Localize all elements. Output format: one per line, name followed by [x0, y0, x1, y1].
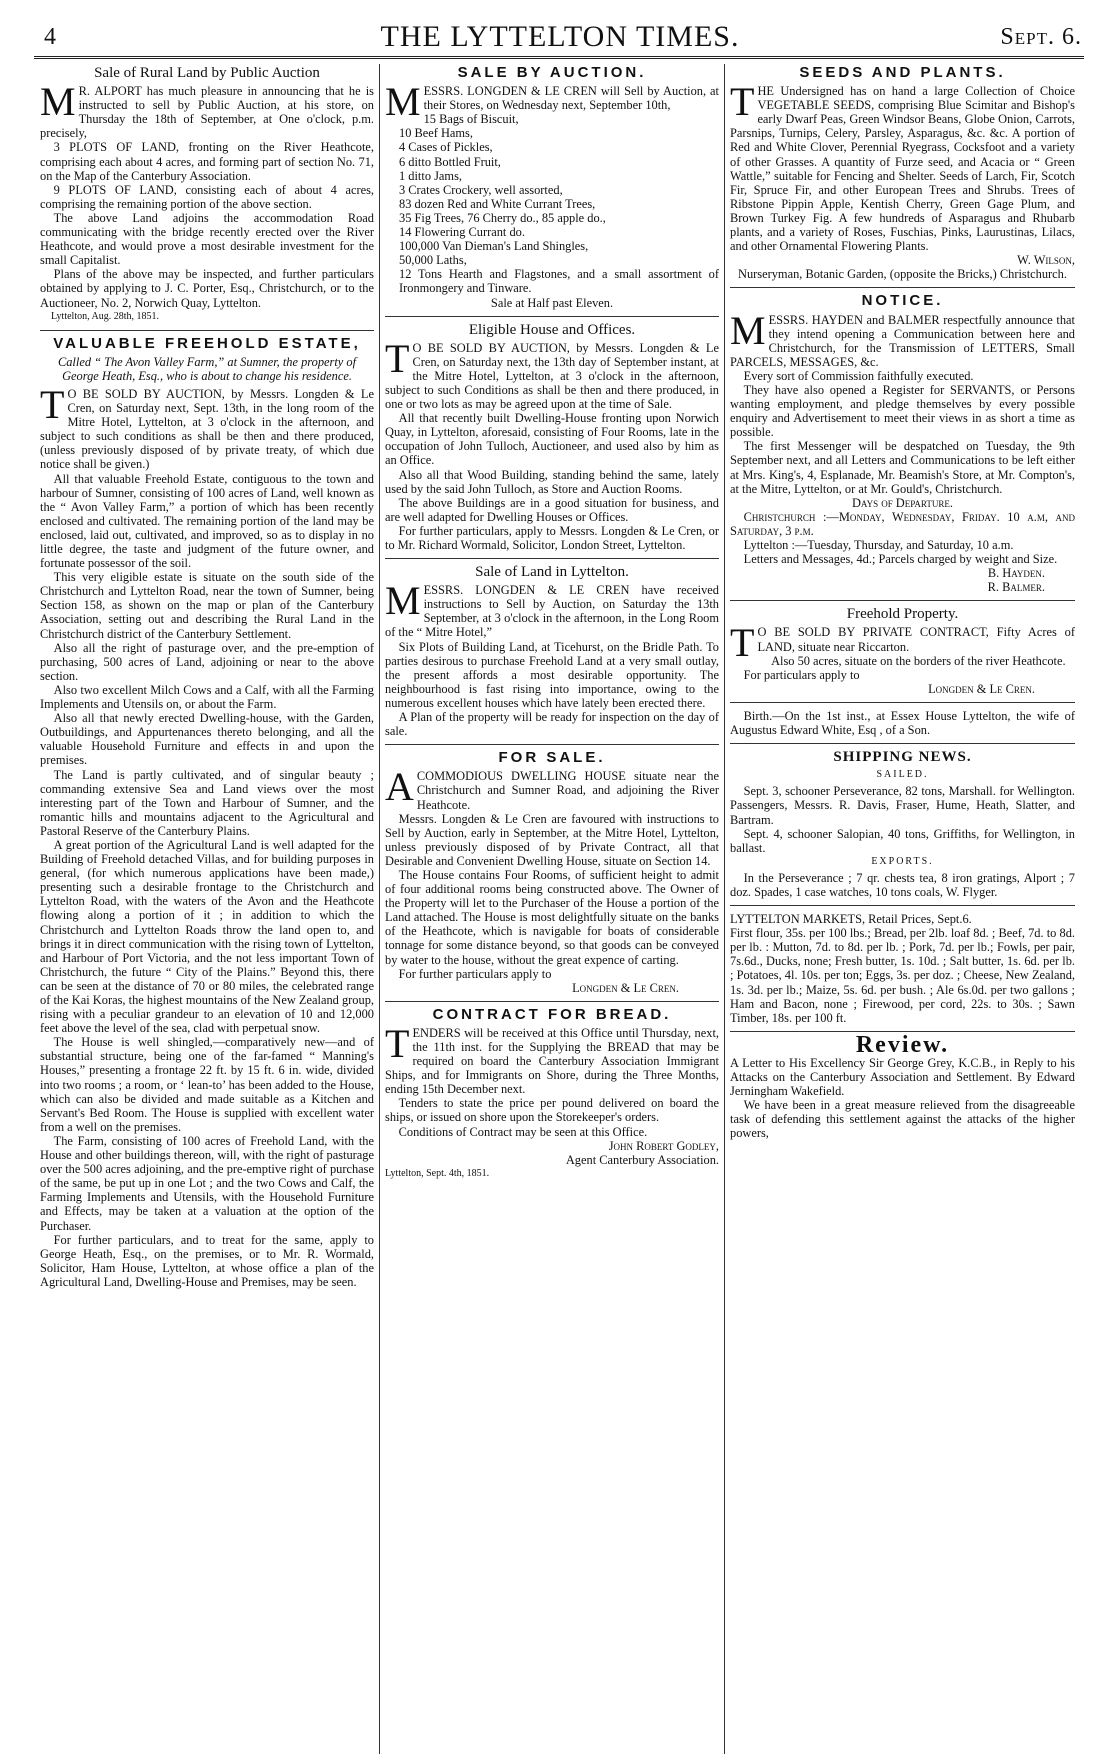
ad-title: VALUABLE FREEHOLD ESTATE, [53, 334, 361, 352]
ad-text: ENDERS will be received at this Office until Thursday, next, the 11th inst. for the Supplying the BREAD that may be required on board the Canterbury Association Immigrant Ships, and for Immigrants on Shore, during the Three Months, ending 15th December next. [385, 1025, 719, 1097]
ad-separator [730, 600, 1075, 601]
ad-title: Sale of Rural Land by Public Auction [94, 65, 320, 81]
ad-closing: Sale at Half past Eleven. [490, 295, 614, 310]
column-divider [379, 64, 380, 1754]
ad-text: For further particulars, and to treat for the same, apply to George Heath, Esq., on the premises, or to Mr. R. Wormald, Solicitor, Ham House, Lyttelton, at whose office a plan of the Agricultural Land, Dwelling-House and Premises, may be seen. [40, 1232, 374, 1289]
ad-text: HE Undersigned has on hand a large Collection of Choice VEGETABLE SEEDS, comprising Blue Scimitar and Bishop's early Dwarf Peas, Green Windsor Beans, Globe Onion, Carrots, Parsnips, Turnips, Celery, Parsley, Asparagus, &c. &c. A portion of Red and White Clover, Perennial Ryegrass, Cocksfoot and a variety of other Grasses. A quantity of Furze seed, and Acacia or “ Green Wattle,” suitable for Fencing and Shelter. Seeds of Larch, Fir, Scotch Fir, Spruce Fir, and other European Trees and Shrubs. Trees of Ribstone Pippin Apple, Kentish Cherry, Green Gage Plum, and Brown Turkey Fig. A few hundreds of Asparagus and Rhubarb plants, and a variety of Roses, Fuschias, Pinks, Laurustinas, Lilacs, and other Ornamental Flowering Plants. [730, 84, 1075, 254]
ad-text: In the Perseverance ; 7 qr. chests tea, 8 iron gratings, Alport ; 7 doz. Spades, 1 case watches, 10 tons coals, W. Flyger. [730, 870, 1075, 899]
ad-text: R. ALPORT has much pleasure in announcing that he is instructed to sell by Public Auction, at his store, on Thursday the 18th of September, at One o'clock, p.m. precisely, [40, 84, 374, 141]
ad-signature: Longden & Le Cren. [928, 681, 1035, 696]
ad-text: Also all the right of pasturage over, and the pre-emption of purchasing, 500 acres of Land, adjoining or near to the above section. [40, 640, 374, 683]
ad-text: A Plan of the property will be ready for inspection on the day of sale. [385, 710, 719, 739]
ad-separator [385, 744, 719, 745]
drop-cap: T [730, 620, 755, 666]
column-2 [385, 64, 719, 1754]
ad-rural-land [40, 66, 374, 324]
ad-separator [730, 905, 1075, 906]
ad-title: CONTRACT FOR BREAD. [432, 1005, 672, 1023]
page-number: 4 [44, 24, 56, 50]
column-3 [730, 64, 1075, 1754]
ad-signature: John Robert Godley, [608, 1138, 719, 1153]
ad-text: For further particulars, apply to Messrs. Longden & Le Cren, or to Mr. Richard Wormald, Solicitor, London Street, Lyttelton. [385, 523, 719, 552]
ad-text: First flour, 35s. per 100 lbs.; Bread, per 2lb. loaf 8d. ; Beef, 7d. to 8d. per lb. : Mutton, 7d. to 8d. per lb. ; Pork, 7d. per lb.; Fowls, per pair, 7s.6d., Ducks, none; Fresh butter, 1s. 10d. ; Salt butter, 1s. 6d. per lb. ; Potatoes, 4l. 10s. per ton; Eggs, 3s. per doz. ; Cheese, New Zealand, 1s. 3d. per lb.; Maize, 5s. 6d. per bush. ; Ale 6s.0d. per two gallons ; Ham and Bacon, none ; Firewood, per cord, 22s. to 30s. ; Sawn Timber, 18s. per 100 ft. [730, 926, 1075, 1025]
newspaper-title: THE LYTTELTON TIMES. [380, 20, 740, 53]
ad-text: Birth.—On the 1st inst., at Essex House Lyttelton, the wife of Augustus Edward White, Esq , of a Son. [730, 708, 1075, 738]
ad-text: The above Buildings are in a good situation for business, and are well adapted for Dwelling Houses or Offices. [385, 495, 719, 524]
list-item: 3 Crates Crockery, well assorted, [399, 182, 563, 197]
list-item: 50,000 Laths, [399, 253, 467, 268]
ad-text: For further particulars apply to [398, 966, 552, 981]
ad-for-sale [385, 751, 719, 995]
ad-seeds-plants [730, 66, 1075, 281]
drop-cap: A [385, 764, 414, 810]
ad-text: O BE SOLD BY AUCTION, by Messrs. Longden & Le Cren, on Saturday next, Sept. 13th, in the long room of the Mitre Hotel, Lyttelton, at 3 o'clock in the afternoon, and subject to such conditions as shall be then and there produced, (unless previously disposed of by private treaty, of which due notice shall be given.) [40, 386, 374, 472]
ad-text: ESSRS. LONGDEN & LE CREN have received instructions to Sell by Auction, on Saturday the 13th September, at 3 o'clock in the afternoon, in the Long Room of the “ Mitre Hotel,” [385, 583, 719, 640]
ad-text: ESSRS. LONGDEN & LE CREN will Sell by Auction, at their Stores, on Wednesday next, September 10th, [423, 84, 719, 113]
ad-signature: W. Wilson, [1017, 253, 1075, 268]
ad-text: Tenders to state the price per pound delivered on board the ships, or issued on shore upon the Storekeeper's orders. [385, 1096, 719, 1125]
ad-text: O BE SOLD BY AUCTION, by Messrs. Longden & Le Cren, on Saturday next, the 13th day of September instant, at the Mitre Hotel, Lyttelton, at 3 o'clock in the afternoon, subject to such Conditions as shall be then and there produced, in one or two lots as may be agreed upon at the time of Sale. [385, 340, 719, 412]
ad-land-lyttelton [385, 565, 719, 738]
ad-text: Conditions of Contract may be seen at this Office. [398, 1124, 648, 1139]
issue-date: Sept. 6. [1000, 24, 1082, 50]
ad-text: Messrs. Longden & Le Cren are favoured with instructions to Sell by Auction, early in September, at the Mitre Hotel, Lyttelton, unless previously disposed of by Private Contract, all that Desirable and Convenient Dwelling House, situate on Section 14. [385, 811, 719, 868]
ad-title: Eligible House and Offices. [468, 321, 636, 338]
subheading: EXPORTS. [871, 855, 934, 867]
ad-title: Freehold Property. [846, 606, 959, 623]
ad-text: Sept. 4, schooner Salopian, 40 tons, Griffiths, for Wellington, in ballast. [730, 826, 1075, 855]
column-divider [724, 64, 725, 1754]
ad-text: Plans of the above may be inspected, and further particulars obtained by applying to J. C. Porter, Esq., Christchurch, or to the Auctioneer, No. 2, Norwich Quay, Lyttelton. [40, 267, 374, 310]
ad-text: Every sort of Commission faithfully executed. [743, 368, 974, 383]
ad-freehold-property [730, 607, 1075, 696]
ad-text: This very eligible estate is situate on the south side of the Christchurch and Lyttelton Road, near the town of Sumner, being Section 158, as shown on the map or plan of the Canterbury Association, setting out and describing the Rural Land in the Christchurch district of the Canterbury Settlement. [40, 570, 374, 641]
ad-text: Also all that newly erected Dwelling-house, with the Garden, Outbuildings, and Appurtenances thereto belonging, and all the valuable Household Furniture and effects in and upon the premises. [40, 711, 374, 768]
list-item: 6 ditto Bottled Fruit, [399, 154, 501, 169]
section-title: SHIPPING NEWS. [833, 749, 972, 766]
ad-text: 3 PLOTS OF LAND, fronting on the River Heathcote, comprising each about 4 acres, and forming part of section No. 71, on the Map of the Canterbury Association. [40, 140, 374, 183]
ad-text: 9 PLOTS OF LAND, consisting each of about 4 acres, comprising the remaining portion of the above section. [40, 182, 374, 211]
lyttelton-markets [730, 912, 1075, 1025]
ad-text: O BE SOLD BY PRIVATE CONTRACT, Fifty Acres of LAND, situate near Riccarton. [757, 625, 1075, 654]
ad-eligible-house [385, 323, 719, 553]
ad-text: The House is well shingled,—comparatively new—and of substantial structure, being one of the far-famed “ Manning's Houses,” presenting a frontage 22 ft. by 15 ft. 6 in. wide, divided into two rooms ; a room, or ‘ lean-to’ has been added to the House, which can also be divided and made suitable as a Kitchen and Servant's Bed Room. The House is supplied with excellent water from a well on the premises. [40, 1035, 374, 1134]
ad-title: FOR SALE. [498, 749, 606, 767]
ad-text: Also two excellent Milch Cows and a Calf, with all the Farming Implements and Utensils on, or about the Farm. [40, 682, 374, 712]
ad-text: They have also opened a Register for SERVANTS, or Persons wanting employment, and pledge themselves by every possible enquiry and Advertisement to meet their views in as short a time as possible. [730, 382, 1075, 440]
ad-separator [385, 558, 719, 559]
drop-cap: M [385, 578, 421, 624]
ad-text: Six Plots of Building Land, at Ticehurst, on the Bridle Path. To parties desirous to purchase Freehold Land at a very small outlay, the present affords a most desirable opportunity. The neighbourhood is fast rising into importance, owing to the numerous excellent houses which have lately been erected there. [385, 639, 719, 710]
ad-title: Sale of Land in Lyttelton. [475, 564, 629, 581]
ad-signature: Agent Canterbury Association. [565, 1152, 719, 1167]
ad-separator [730, 702, 1075, 703]
drop-cap: M [730, 307, 766, 353]
list-item: 4 Cases of Pickles, [399, 140, 493, 155]
ad-title: SALE BY AUCTION. [457, 64, 647, 81]
ad-text: We have been in a great measure relieved from the disagreeable task of defending this settlement against the attacks of the higher powers, [730, 1098, 1075, 1141]
dateline: Lyttelton, Sept. 4th, 1851. [385, 1167, 490, 1179]
ad-separator [385, 316, 719, 317]
drop-cap: M [40, 79, 76, 125]
ad-signature: B. Hayden. [987, 566, 1045, 581]
ad-separator [385, 1001, 719, 1002]
ad-contract-bread [385, 1005, 719, 1181]
ad-text: Also 50 acres, situate on the borders of the river Heathcote. [771, 653, 1066, 668]
drop-cap: M [385, 79, 421, 125]
ad-text: The Land is partly cultivated, and of singular beauty ; commanding extensive Sea and Land views over the most interesting part of the Town and Harbour of Sumner, and the romantic hills and mountains adjacent to the Agricultural and Pastoral Reserve of the Canterbury Plains. [40, 767, 374, 838]
ad-separator [40, 330, 374, 331]
ad-signature: R. Balmer. [987, 580, 1045, 595]
shipping-news [730, 750, 1075, 899]
ad-text: The above Land adjoins the accommodation Road communicating with the bridge recently erected over the River Heathcote, and would prove a most desirable investment for the small Capitalist. [40, 210, 374, 268]
masthead-rule [34, 56, 1084, 59]
list-item: 10 Beef Hams, [399, 126, 473, 141]
item-list [399, 112, 719, 295]
ad-text: COMMODIOUS DWELLING HOUSE situate near the Christchurch and Sumner Road, and adjoining the River Heathcote. [416, 769, 719, 812]
list-item: 14 Flowering Currant do. [399, 225, 525, 240]
section-title: Review. [855, 1031, 950, 1058]
ad-text: Sept. 3, schooner Perseverance, 82 tons, Marshall. for Wellington. Passengers, Messrs. R. Davis, Fraser, Hume, Heath, Slatter, and Bartram. [730, 784, 1075, 827]
ad-text: The first Messenger will be despatched on Tuesday, the 9th September next, and all Letters and Communications to be left either at Mrs. King's, 4, Esplanade, Mr. Beamish's Store, at Mr. Compton's, at the Mitre, Lyttelton, or at Mr. Gould's, Christchurch. [730, 439, 1075, 496]
ad-text: For particulars apply to [743, 667, 860, 682]
ad-text: The House contains Four Rooms, of sufficient height to admit of four additional rooms being constructed above. The Owner of the Property will let to the Purchaser of the House a portion of the Land attached. The House is most delightfully situate on the banks of the Heathcote, which is navigable for boats of considerable tonnage for some distance beyond, so that goods can be conveyed by water to the house, without the great expence of carting. [385, 867, 719, 967]
birth-notice [730, 709, 1075, 737]
ad-freehold-estate [40, 334, 374, 1289]
ad-separator [730, 287, 1075, 288]
column-1 [40, 64, 374, 1754]
ad-text: Also all that Wood Building, standing behind the same, lately used by the said John Tulloch, as Store and Auction Rooms. [385, 467, 719, 496]
ad-text: A great portion of the Agricultural Land is well adapted for the Building of Freehold detached Villas, and for building purposes in general, (for which numerous applications have been made,) presenting such a desirable frontage to the Christchurch and Lyttelton Road, with the waters of the Avon and the Heathcote flowing along a portion of it ; in addition to which the Christchurch and Lyttelton Roads throw the land open to, and brings it in direct communication with the rising town of Lyttelton, and Harbour of Port Victoria, and the not less important Town of Christchurch, the future “ City of the Plains.” Beyond this, there can be seen at the distance of 70 or 80 miles, the celebrated range of the Kai Koras, the highest mountains of the New Zealand group, rising with a peculiar grandeur to an elevation of 10 and 12,000 feet above the level of the sea, clad with perpetual snow. [40, 837, 374, 1036]
ad-text: All that recently built Dwelling-House fronting upon Norwich Quay, in Lyttelton, aforesaid, consisting of Four Rooms, late in the occupation of John Tulloch, Auctioneer, and used also by him as an Office. [385, 411, 719, 468]
review-section [730, 1031, 1075, 1141]
list-item: 1 ditto Jams, [399, 168, 462, 183]
ad-title: SEEDS AND PLANTS. [799, 64, 1006, 81]
ad-text: The Farm, consisting of 100 acres of Freehold Land, with the House and other buildings thereon, will, with the right of pasturage over the 500 acres adjoining, and the pre-emptive right of purchase of the same, be put up in one Lot ; and the two Cows and Calf, the Farming Implements and Utensils, with the Household Furniture and Effects, may be taken at a valuation at the option of the Purchaser. [40, 1133, 374, 1233]
ad-subtitle: Called “ The Avon Valley Farm,” at Sumner, the property of George Heath, Esq., who is about to change his residence. [57, 354, 357, 383]
list-item: 15 Bags of Biscuit, [423, 112, 519, 127]
drop-cap: T [385, 1020, 410, 1066]
list-item: 83 dozen Red and White Currant Trees, [399, 196, 596, 211]
drop-cap: T [385, 335, 410, 381]
masthead [30, 18, 1090, 52]
ad-signature: Longden & Le Cren. [572, 980, 679, 995]
ad-separator [730, 743, 1075, 744]
subheading: SAILED. [876, 769, 929, 781]
ad-sale-by-auction [385, 66, 719, 310]
ad-text: A Letter to His Excellency Sir George Grey, K.C.B., in Reply to his Attacks on the Canterbury Association and Settlement. By Edward Jerningham Wakefield. [730, 1055, 1075, 1099]
ad-text: Lyttelton :—Tuesday, Thursday, and Saturday, 10 a.m. [743, 538, 1014, 552]
ad-title: NOTICE. [861, 292, 944, 310]
ad-text: ESSRS. HAYDEN and BALMER respectfully announce that they intend opening a Communication between here and Christchurch, for the Transmission of LETTERS, Small PARCELS, MESSAGES, &c. [730, 312, 1075, 369]
section-title: LYTTELTON MARKETS, Retail Prices, Sept.6. [730, 912, 972, 927]
ad-notice [730, 294, 1075, 594]
ad-text: All that valuable Freehold Estate, contiguous to the town and harbour of Sumner, consisting of 100 acres of Land, well known as the “ Avon Valley Farm,” a portion of which has been recently enclosed and cultivated. The remaining portion of the land may be enclosed, laid out, cultivated, and improved, so as to display in no little degree, the taste and judgment of the future owner, and fortunate possessor of the soil. [40, 471, 374, 571]
drop-cap: T [730, 79, 755, 125]
ad-text: Letters and Messages, 4d.; Parcels charged by weight and Size. [743, 552, 1058, 567]
subheading: Days of Departure. [851, 495, 953, 510]
list-item: 12 Tons Hearth and Flagstones, and a small assortment of Ironmongery and Tinware. [399, 267, 719, 296]
dateline: Lyttelton, Aug. 28th, 1851. [51, 310, 160, 322]
list-item: 35 Fig Trees, 76 Cherry do., 85 apple do., [399, 210, 606, 225]
ad-signature-detail: Nurseryman, Botanic Garden, (opposite the Bricks,) Christchurch. [738, 267, 1067, 282]
drop-cap: T [40, 381, 65, 427]
list-item: 100,000 Van Dieman's Land Shingles, [399, 239, 589, 254]
ad-text: Christchurch :—Monday, Wednesday, Friday. 10 a.m, and Saturday, 3 p.m. [730, 509, 1075, 538]
